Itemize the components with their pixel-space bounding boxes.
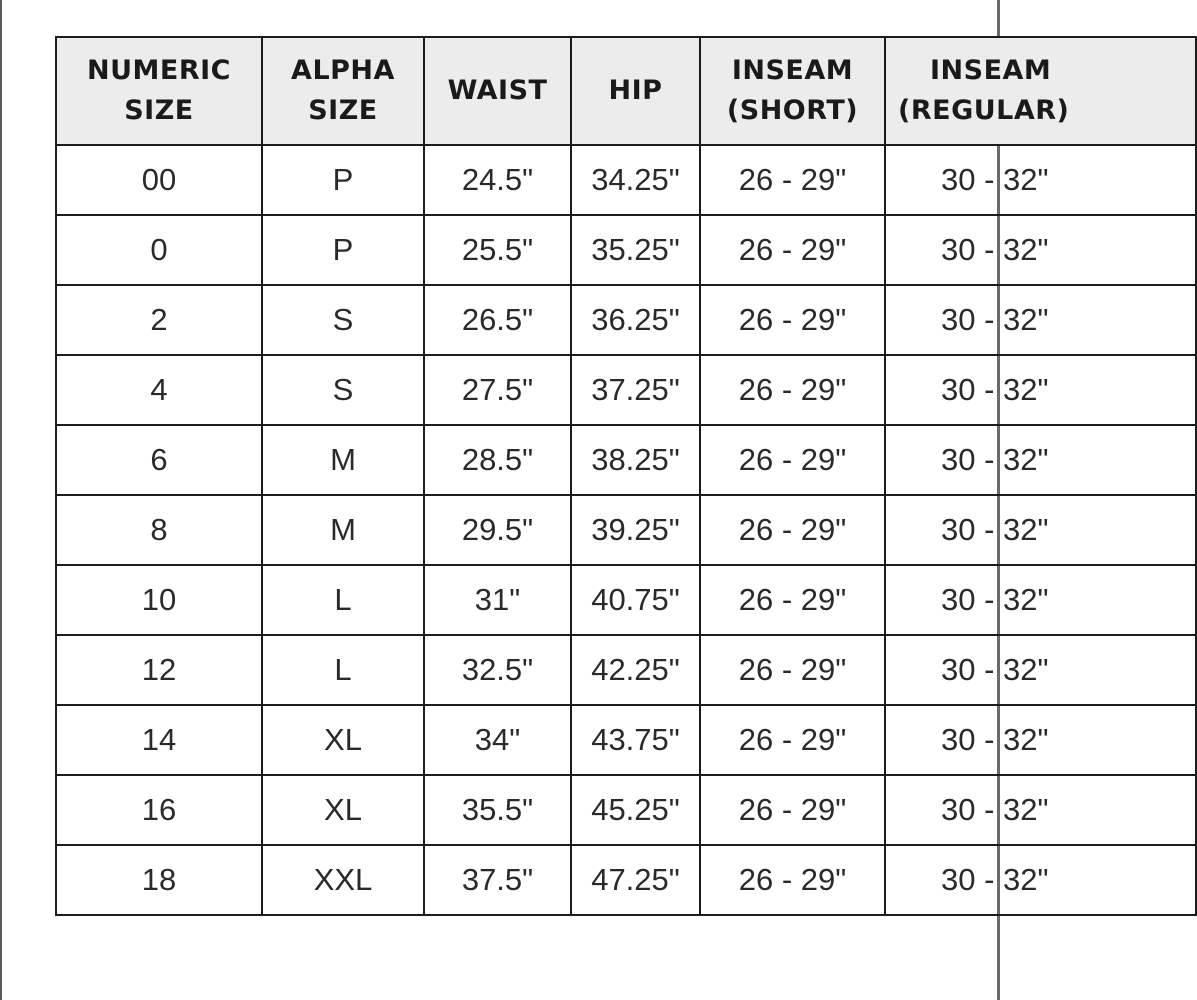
cell-alpha-size: L xyxy=(262,565,424,635)
cell-waist: 35.5" xyxy=(424,775,571,845)
cell-inseam-short: 26 - 29" xyxy=(700,705,885,775)
header-line: SIZE xyxy=(308,95,378,126)
cell-hip: 40.75" xyxy=(571,565,700,635)
header-line: SIZE xyxy=(124,95,194,126)
header-numeric-size xyxy=(56,37,262,145)
header-alpha-size xyxy=(262,37,424,145)
table-row xyxy=(56,495,1196,565)
left-border-edge xyxy=(0,0,2,1000)
cell-inseam-regular: 30 - 32" xyxy=(885,285,1196,355)
cell-inseam-short: 26 - 29" xyxy=(700,495,885,565)
header-line: ALPHA xyxy=(291,55,395,86)
cell-inseam-short: 26 - 29" xyxy=(700,565,885,635)
cell-alpha-size: P xyxy=(262,215,424,285)
cell-numeric-size: 12 xyxy=(56,635,262,705)
cell-waist: 32.5" xyxy=(424,635,571,705)
cell-hip: 43.75" xyxy=(571,705,700,775)
cell-inseam-regular: 30 - 32" xyxy=(885,145,1196,215)
table-row xyxy=(56,355,1196,425)
table-row xyxy=(56,705,1196,775)
cell-alpha-size: P xyxy=(262,145,424,215)
table-row xyxy=(56,845,1196,915)
table-body xyxy=(56,145,1196,915)
table-row xyxy=(56,215,1196,285)
cell-inseam-regular: 30 - 32" xyxy=(885,425,1196,495)
cell-inseam-regular: 30 - 32" xyxy=(885,775,1196,845)
header-inseam-regular xyxy=(885,37,1196,145)
cell-alpha-size: S xyxy=(262,285,424,355)
header-line: HIP xyxy=(608,75,663,106)
header-inseam-short xyxy=(700,37,885,145)
header-line: (REGULAR) xyxy=(898,95,1070,126)
cell-inseam-short: 26 - 29" xyxy=(700,355,885,425)
cell-alpha-size: XL xyxy=(262,775,424,845)
cell-hip: 34.25" xyxy=(571,145,700,215)
cell-waist: 24.5" xyxy=(424,145,571,215)
cell-waist: 31" xyxy=(424,565,571,635)
size-chart-container xyxy=(55,36,1070,938)
cell-inseam-short: 26 - 29" xyxy=(700,285,885,355)
cell-numeric-size: 14 xyxy=(56,705,262,775)
table-row xyxy=(56,425,1196,495)
cell-waist: 37.5" xyxy=(424,845,571,915)
cell-hip: 39.25" xyxy=(571,495,700,565)
cell-inseam-regular: 30 - 32" xyxy=(885,495,1196,565)
cell-hip: 45.25" xyxy=(571,775,700,845)
cell-inseam-short: 26 - 29" xyxy=(700,215,885,285)
cell-inseam-regular: 30 - 32" xyxy=(885,845,1196,915)
cell-inseam-regular: 30 - 32" xyxy=(885,215,1196,285)
cell-alpha-size: M xyxy=(262,495,424,565)
header-row xyxy=(56,37,1196,145)
cell-hip: 37.25" xyxy=(571,355,700,425)
header-line: NUMERIC xyxy=(87,55,231,86)
header-line: WAIST xyxy=(447,75,548,106)
cell-alpha-size: XXL xyxy=(262,845,424,915)
cell-numeric-size: 0 xyxy=(56,215,262,285)
cell-waist: 26.5" xyxy=(424,285,571,355)
table-row xyxy=(56,775,1196,845)
header-line: INSEAM xyxy=(930,55,1052,86)
cell-waist: 34" xyxy=(424,705,571,775)
header-line: (SHORT) xyxy=(726,95,859,126)
cell-inseam-regular: 30 - 32" xyxy=(885,705,1196,775)
header-hip xyxy=(571,37,700,145)
cell-numeric-size: 2 xyxy=(56,285,262,355)
cell-inseam-regular: 30 - 32" xyxy=(885,355,1196,425)
size-chart-table xyxy=(55,36,1197,916)
table-row xyxy=(56,635,1196,705)
cell-numeric-size: 10 xyxy=(56,565,262,635)
cell-waist: 25.5" xyxy=(424,215,571,285)
cell-inseam-short: 26 - 29" xyxy=(700,145,885,215)
cell-alpha-size: M xyxy=(262,425,424,495)
cell-inseam-short: 26 - 29" xyxy=(700,635,885,705)
cell-numeric-size: 8 xyxy=(56,495,262,565)
table-row xyxy=(56,145,1196,215)
cell-numeric-size: 00 xyxy=(56,145,262,215)
cell-hip: 42.25" xyxy=(571,635,700,705)
cell-hip: 35.25" xyxy=(571,215,700,285)
cell-alpha-size: XL xyxy=(262,705,424,775)
cell-inseam-short: 26 - 29" xyxy=(700,845,885,915)
cell-numeric-size: 6 xyxy=(56,425,262,495)
header-waist xyxy=(424,37,571,145)
cell-alpha-size: S xyxy=(262,355,424,425)
cell-numeric-size: 16 xyxy=(56,775,262,845)
cell-inseam-short: 26 - 29" xyxy=(700,425,885,495)
cell-waist: 28.5" xyxy=(424,425,571,495)
cell-inseam-short: 26 - 29" xyxy=(700,775,885,845)
cell-inseam-regular: 30 - 32" xyxy=(885,635,1196,705)
cell-hip: 36.25" xyxy=(571,285,700,355)
table-row xyxy=(56,285,1196,355)
table-row xyxy=(56,565,1196,635)
cell-numeric-size: 18 xyxy=(56,845,262,915)
cell-hip: 38.25" xyxy=(571,425,700,495)
header-line: INSEAM xyxy=(731,55,854,86)
cell-alpha-size: L xyxy=(262,635,424,705)
cell-inseam-regular: 30 - 32" xyxy=(885,565,1196,635)
cell-hip: 47.25" xyxy=(571,845,700,915)
cell-numeric-size: 4 xyxy=(56,355,262,425)
cell-waist: 29.5" xyxy=(424,495,571,565)
cell-waist: 27.5" xyxy=(424,355,571,425)
